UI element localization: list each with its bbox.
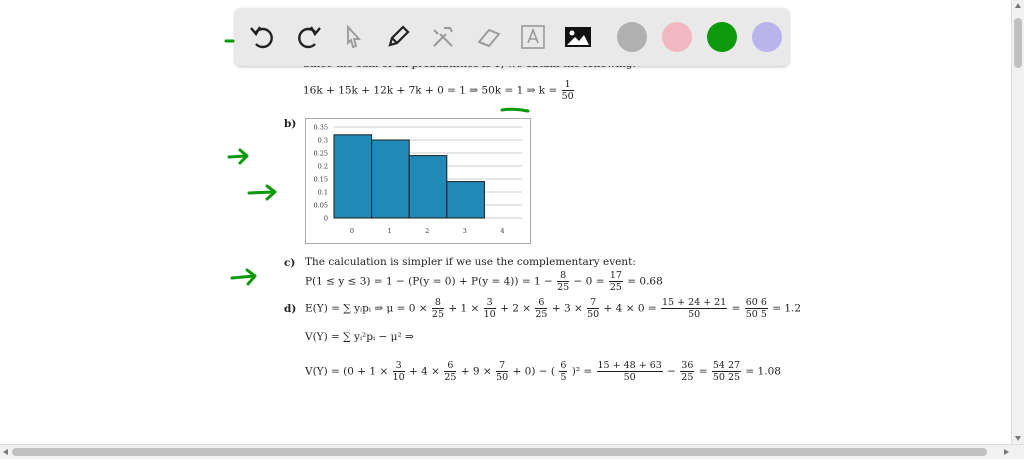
tools-icon [428, 22, 458, 52]
pen-icon [383, 22, 413, 52]
y-tick-label: 0.15 [313, 175, 328, 184]
eq-part: + 3 × [551, 302, 583, 315]
eq-part: + 4 × 0 = [603, 302, 657, 315]
redo-icon [293, 22, 323, 52]
horizontal-scroll-thumb[interactable] [12, 448, 987, 456]
x-tick-label: 2 [425, 227, 430, 235]
fraction-num: 60 6 [745, 297, 767, 308]
fraction-den: 25 [535, 309, 548, 320]
fraction-den: 25 [681, 372, 694, 383]
horizontal-scrollbar[interactable] [0, 444, 1024, 459]
scroll-up-arrow-icon[interactable] [1015, 3, 1021, 8]
ink-underline [502, 109, 528, 111]
y-tick-label: 0.05 [313, 201, 328, 210]
eraser-icon [473, 22, 503, 52]
fraction-num: 6 [560, 360, 567, 371]
fraction-den: 50 [561, 91, 574, 102]
image-icon [563, 22, 593, 52]
tools-button[interactable] [425, 19, 461, 55]
fraction-den: 25 [609, 282, 622, 293]
eq-part: )² = [571, 365, 593, 378]
color-swatch-3[interactable] [707, 22, 737, 52]
eraser-tool-button[interactable] [470, 19, 506, 55]
color-swatch-4[interactable] [752, 22, 782, 52]
fraction-den: 10 [392, 372, 405, 383]
eq-part: + 4 × [409, 365, 440, 378]
fraction-num: 8 [557, 270, 569, 282]
eq-part: + 1 × [448, 302, 480, 315]
eq-part: + 0) − ( [512, 365, 555, 378]
ink-arrow-3 [232, 270, 255, 284]
fraction-den: 25 [431, 309, 444, 320]
ink-arrow-2 [249, 186, 275, 199]
scroll-down-arrow-icon[interactable] [1015, 436, 1021, 441]
x-tick-label: 0 [349, 227, 355, 235]
fraction-num: 7 [587, 297, 599, 309]
image-tool-button[interactable] [560, 19, 596, 55]
eq-part: + 9 × [460, 365, 492, 378]
eq-part: = [731, 302, 741, 315]
eq-part: E(Y) = ∑ yᵢpᵢ ⇒ μ = 0 × [305, 302, 428, 315]
undo-button[interactable] [245, 19, 281, 55]
fraction-den: 50 [688, 309, 701, 320]
fraction-num: 7 [496, 360, 508, 372]
equation-a-text: 16k + 15k + 12k + 7k + 0 = 1 ⇒ 50k = 1 ⇒ k = [303, 84, 558, 97]
pen-tool-button[interactable] [380, 19, 416, 55]
fraction-den: 50 5 [745, 309, 767, 320]
color-palette [609, 22, 789, 52]
color-swatch-1[interactable] [617, 22, 647, 52]
y-tick-label: 0.25 [313, 149, 328, 158]
fraction-den: 50 [623, 372, 636, 383]
color-swatch-2[interactable] [662, 22, 692, 52]
c-text: The calculation is simpler if we use the complementary event: [305, 256, 636, 268]
fraction-num: 3 [484, 297, 496, 309]
text-icon [518, 22, 548, 52]
fraction-den: 50 [587, 309, 600, 320]
fraction-den: 10 [483, 309, 496, 320]
equation-d2: V(Y) = ∑ yᵢ²pᵢ − μ² ⇒ [305, 331, 414, 343]
fraction-num: 36 [681, 360, 694, 371]
vertical-scrollbar[interactable] [1011, 0, 1024, 444]
fraction-den: 50 25 [712, 372, 741, 383]
label-c: c) [284, 257, 296, 269]
fraction-num: 1 [562, 79, 574, 91]
fraction-num: 54 27 [712, 360, 741, 371]
redo-button[interactable] [290, 19, 326, 55]
label-b: b) [284, 118, 297, 130]
y-tick-label: 0.35 [313, 123, 328, 132]
fraction-den: 25 [444, 372, 457, 383]
y-tick-label: 0.2 [317, 162, 328, 171]
fraction-num: 17 [609, 270, 622, 281]
eq-part: V(Y) = (0 + 1 × [305, 365, 389, 378]
eq-part: + 2 × [500, 302, 532, 315]
pointer-icon [338, 22, 368, 52]
scroll-right-arrow-icon[interactable] [1004, 449, 1009, 455]
select-tool-button[interactable] [335, 19, 371, 55]
x-tick-label: 3 [462, 227, 467, 235]
eq-part: = [698, 365, 708, 378]
fraction-num: 8 [432, 297, 444, 309]
undo-icon [248, 22, 278, 52]
vertical-scroll-thumb[interactable] [1014, 18, 1022, 68]
eq-part: = 1.2 [772, 302, 802, 315]
fraction-den: 5 [560, 372, 567, 383]
drawing-toolbar [235, 8, 789, 66]
text-tool-button[interactable] [515, 19, 551, 55]
eq-part: P(1 ≤ y ≤ 3) = 1 − (P(y = 0) + P(y = 4)) = 1 − [305, 275, 553, 288]
scroll-left-arrow-icon[interactable] [3, 449, 8, 455]
eq-part: = 1.08 [745, 365, 781, 378]
y-tick-label: 0.3 [317, 136, 328, 145]
fraction-num: 15 + 48 + 63 [597, 360, 662, 371]
fraction-num: 6 [535, 297, 547, 309]
eq-part: = 0.68 [627, 275, 663, 288]
x-tick-label: 4 [500, 227, 505, 235]
fraction-num: 3 [393, 360, 405, 372]
fraction-den: 25 [557, 282, 570, 293]
y-tick-label: 0.1 [317, 188, 328, 197]
fraction-num: 6 [444, 360, 456, 372]
fraction-num: 15 + 24 + 21 [662, 297, 727, 308]
fraction-den: 50 [496, 372, 509, 383]
eq-part: − 0 = [573, 275, 605, 288]
y-tick-label: 0 [323, 214, 328, 223]
ink-arrow-1 [229, 150, 247, 163]
x-tick-label: 1 [387, 227, 392, 235]
eq-part: − [667, 365, 676, 378]
label-d: d) [284, 303, 297, 315]
